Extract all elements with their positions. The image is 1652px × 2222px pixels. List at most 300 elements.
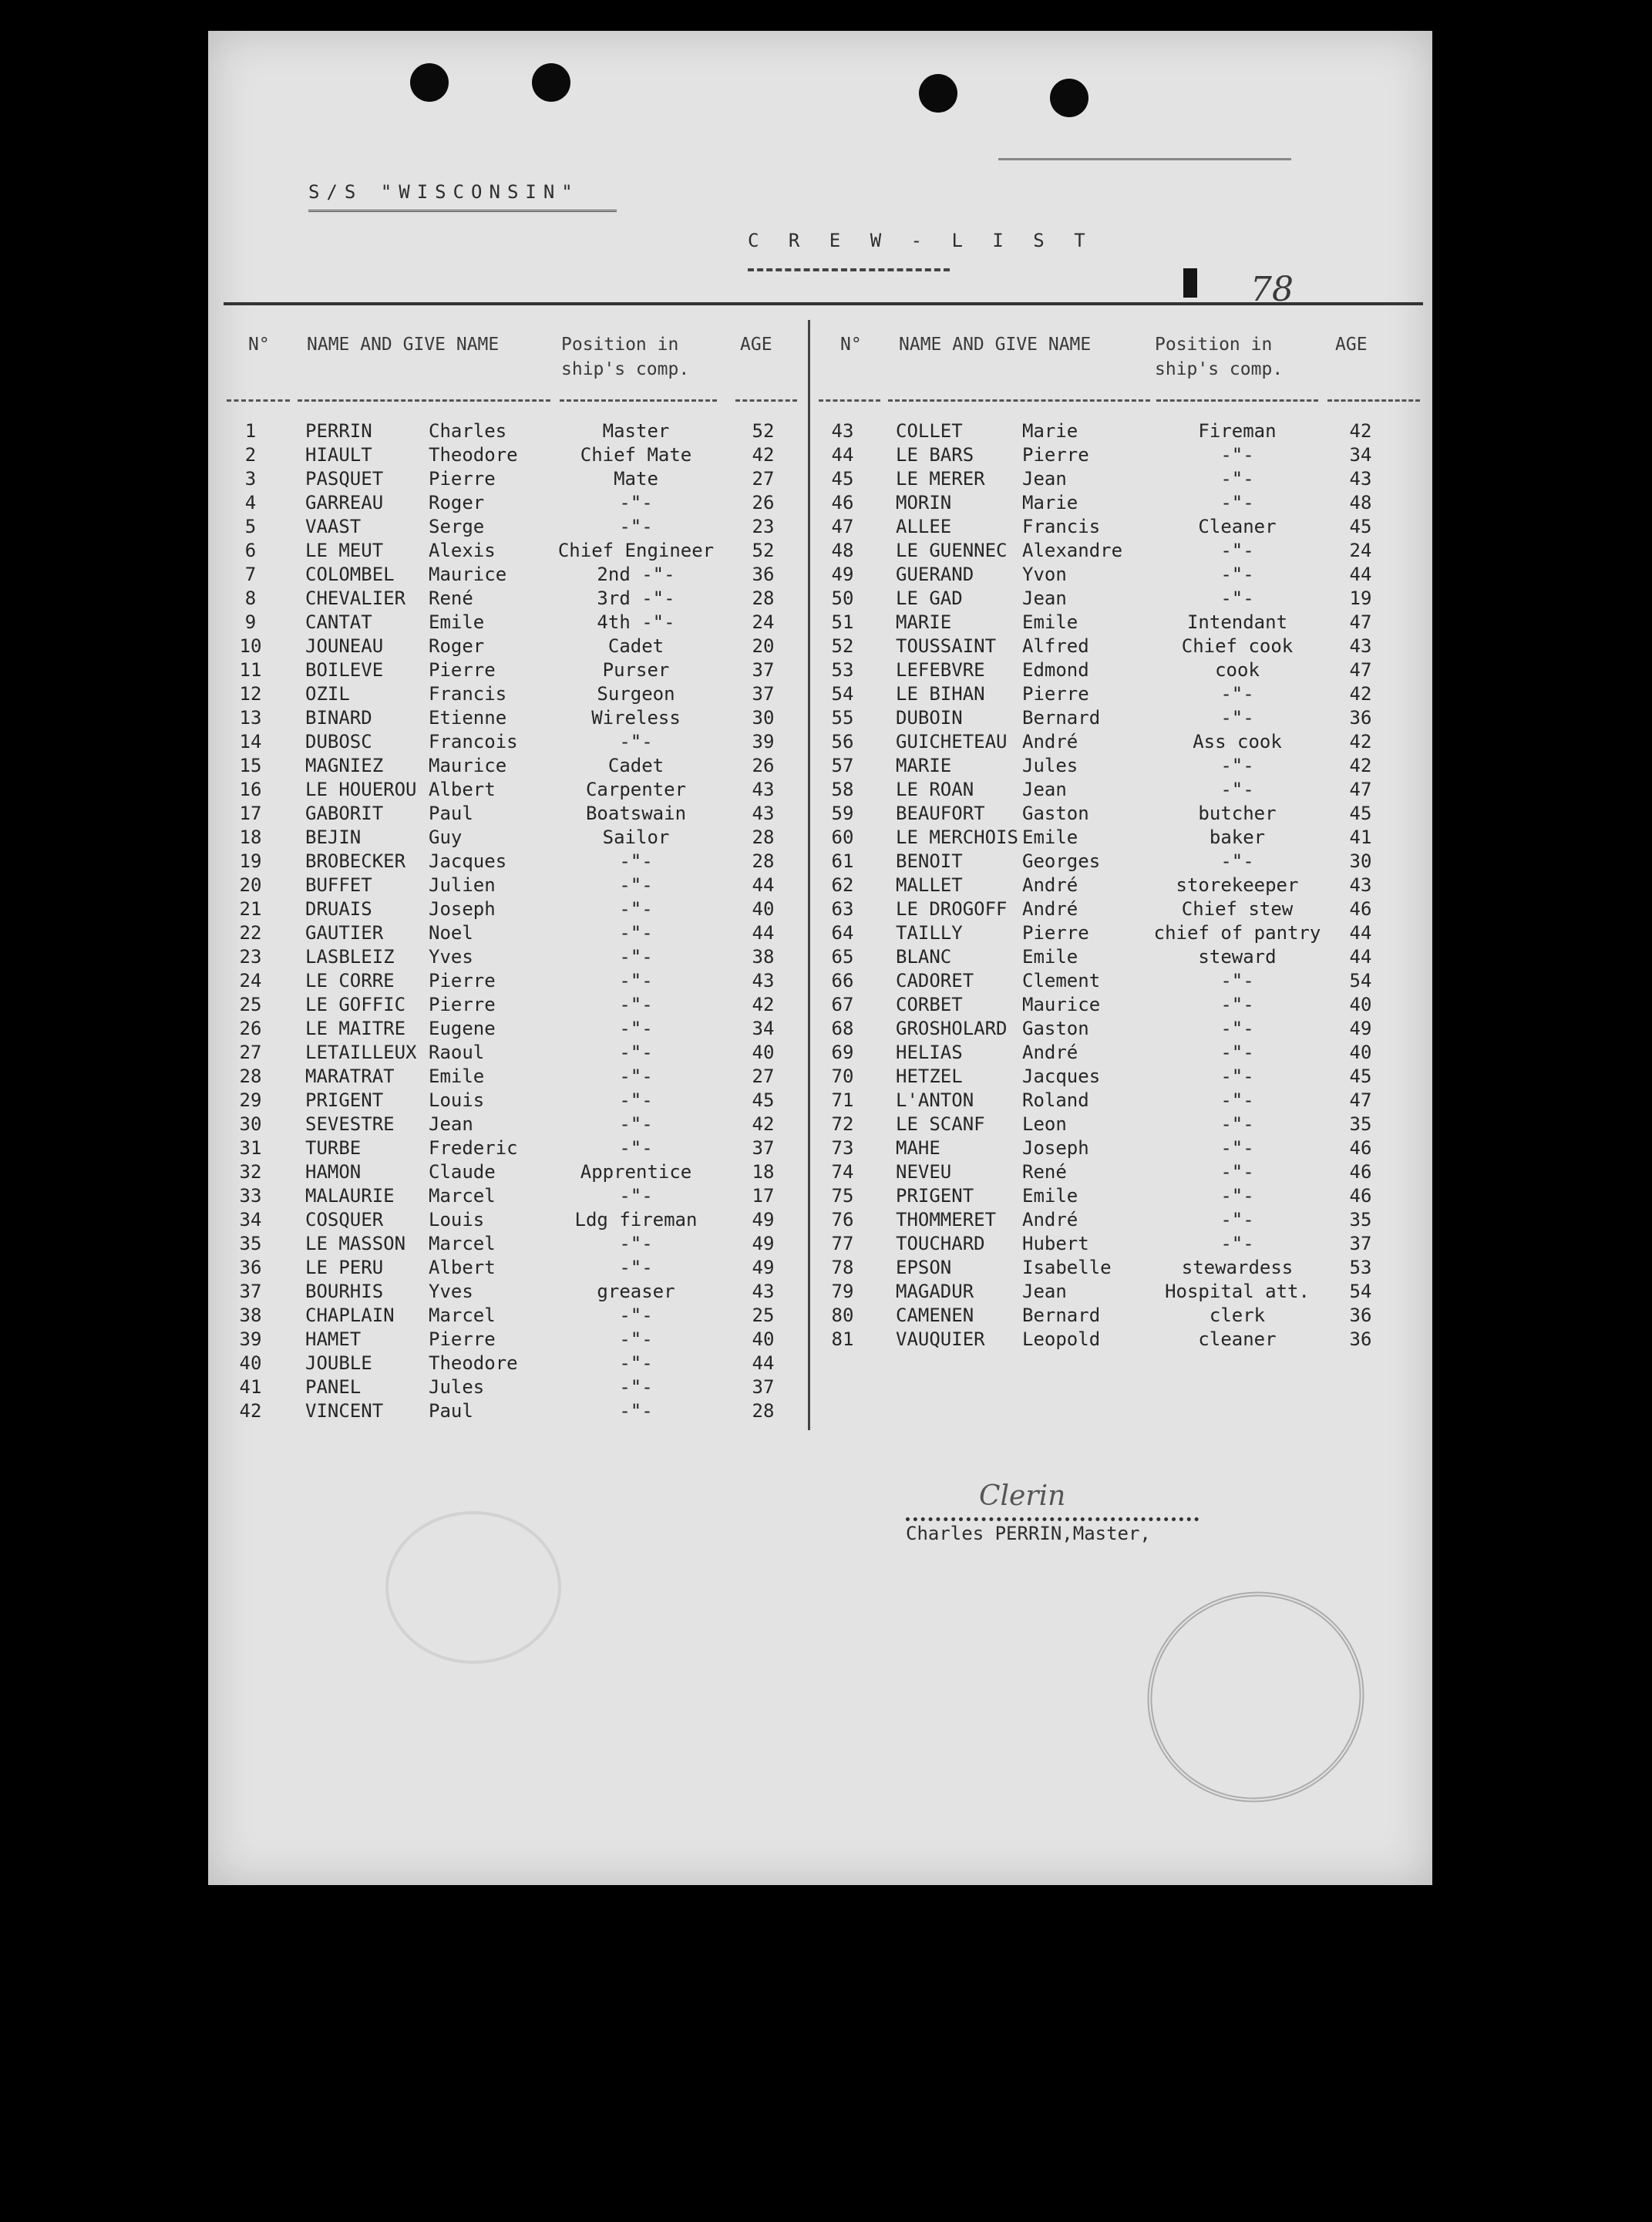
crew-row [809,1209,1432,1233]
column-headers-right [809,325,1432,410]
crew-number: 39 [239,1328,262,1350]
crew-age: 36 [1349,1305,1372,1326]
crew-position: -"- [619,1352,653,1374]
crew-given-name: Charles [429,420,507,442]
crew-row [809,468,1432,492]
crew-row [208,898,809,922]
crew-age: 37 [752,1137,775,1159]
crew-age: 17 [752,1185,775,1207]
crew-number: 9 [244,611,257,633]
crew-given-name: Emile [1022,827,1078,848]
crew-surname: GUICHETEAU [896,731,1008,752]
crew-age: 49 [752,1233,775,1254]
crew-age: 43 [1349,468,1372,490]
crew-age: 27 [752,468,775,490]
crew-row [208,803,809,827]
crew-given-name: Raoul [429,1042,485,1063]
crew-number: 51 [831,611,854,633]
crew-row [809,874,1432,898]
crew-number: 46 [831,492,854,513]
crew-given-name: Maurice [429,755,507,776]
column-headers-left [208,325,809,410]
crew-row [809,587,1432,611]
crew-surname: LE BARS [896,444,974,466]
crew-position: -"- [619,994,653,1015]
crew-row [208,755,809,779]
crew-row [809,683,1432,707]
ship-name: S/S "WISCONSIN" [308,181,580,203]
crew-number: 33 [239,1185,262,1207]
crew-surname: COLLET [896,420,963,442]
crew-age: 54 [1349,970,1372,991]
crew-surname: GROSHOLARD [896,1018,1008,1039]
crew-surname: JOUNEAU [305,635,384,657]
crew-age: 54 [1349,1281,1372,1302]
crew-surname: LE GUENNEC [896,540,1008,561]
crew-number: 1 [244,420,257,442]
header-name: NAME AND GIVE NAME [307,335,500,355]
crew-given-name: Etienne [429,707,507,729]
crew-given-name: Leopold [1022,1328,1101,1350]
crew-surname: GARREAU [305,492,384,513]
crew-number: 64 [831,922,854,944]
crew-surname: LE SCANF [896,1113,985,1135]
crew-row [208,1209,809,1233]
crew-given-name: Pierre [429,1328,496,1350]
crew-age: 40 [752,1042,775,1063]
crew-surname: DRUAIS [305,898,372,920]
crew-number: 59 [831,803,854,824]
crew-age: 30 [1349,850,1372,872]
crew-row [809,779,1432,803]
crew-surname: VAAST [305,516,362,537]
crew-age: 30 [752,707,775,729]
crew-age: 42 [1349,683,1372,705]
crew-position: -"- [619,516,653,537]
crew-surname: DUBOSC [305,731,372,752]
crew-age: 20 [752,635,775,657]
crew-position: cook [1215,659,1260,681]
crew-age: 36 [1349,1328,1372,1350]
crew-given-name: Bernard [1022,707,1101,729]
crew-age: 35 [1349,1209,1372,1231]
page-number: 78 [1250,270,1294,309]
crew-given-name: Alexis [429,540,496,561]
crew-age: 40 [752,1328,775,1350]
crew-given-name: Pierre [1022,683,1089,705]
crew-position: -"- [619,850,653,872]
crew-surname: BOILEVE [305,659,384,681]
crew-number: 2 [244,444,257,466]
crew-given-name: Pierre [429,659,496,681]
crew-position: Purser [602,659,670,681]
crew-number: 34 [239,1209,262,1231]
crew-position: Wireless [591,707,681,729]
crew-number: 13 [239,707,262,729]
crew-surname: LEFEBVRE [896,659,985,681]
crew-given-name: Emile [429,611,485,633]
crew-position: -"- [619,492,653,513]
crew-given-name: André [1022,1042,1078,1063]
crew-position: -"- [619,1018,653,1039]
crew-age: 42 [752,1113,775,1135]
crew-surname: MALAURIE [305,1185,395,1207]
crew-position: -"- [1220,683,1254,705]
crew-given-name: Frederic [429,1137,518,1159]
crew-given-name: Serge [429,516,485,537]
crew-given-name: Pierre [1022,922,1089,944]
crew-position: -"- [619,1376,653,1398]
crew-number: 22 [239,922,262,944]
crew-position: 3rd -"- [597,587,675,609]
crew-row [809,994,1432,1018]
crew-given-name: Marcel [429,1185,496,1207]
crew-surname: PRIGENT [896,1185,974,1207]
crew-number: 41 [239,1376,262,1398]
crew-number: 30 [239,1113,262,1135]
crew-number: 20 [239,874,262,896]
crew-given-name: Bernard [1022,1305,1101,1326]
crew-given-name: Louis [429,1089,485,1111]
crew-position: stewardess [1181,1257,1294,1278]
crew-position: -"- [1220,444,1254,466]
crew-age: 42 [1349,420,1372,442]
crew-age: 34 [752,1018,775,1039]
crew-row [208,1352,809,1376]
crew-row [809,540,1432,564]
crew-age: 25 [752,1305,775,1326]
crew-number: 24 [239,970,262,991]
crew-age: 46 [1349,898,1372,920]
crew-number: 57 [831,755,854,776]
crew-position: -"- [1220,564,1254,585]
crew-number: 4 [244,492,257,513]
crew-position: -"- [619,1185,653,1207]
crew-number: 67 [831,994,854,1015]
crew-row [809,1137,1432,1161]
crew-position: -"- [619,1328,653,1350]
crew-surname: NEVEU [896,1161,952,1183]
crew-row [208,683,809,707]
punch-hole [410,63,449,102]
crew-age: 36 [752,564,775,585]
crew-position: Ass cook [1193,731,1282,752]
crew-position: Mate [614,468,658,490]
crew-position: -"- [1220,1042,1254,1063]
crew-position: Fireman [1198,420,1277,442]
crew-age: 45 [1349,803,1372,824]
crew-given-name: Yves [429,1281,473,1302]
crew-age: 42 [1349,731,1372,752]
crew-number: 15 [239,755,262,776]
header-no: N° [840,335,862,355]
crew-row [208,922,809,946]
crew-surname: THOMMERET [896,1209,997,1231]
crew-surname: CADORET [896,970,974,991]
crew-row [208,420,809,444]
crew-row [809,635,1432,659]
crew-surname: CORBET [896,994,963,1015]
crew-age: 44 [752,874,775,896]
crew-position: -"- [1220,587,1254,609]
crew-age: 47 [1349,659,1372,681]
crew-surname: MARATRAT [305,1066,395,1087]
crew-row [208,564,809,587]
crew-position: -"- [619,731,653,752]
crew-given-name: André [1022,1209,1078,1231]
crew-surname: BINARD [305,707,372,729]
crew-age: 37 [1349,1233,1372,1254]
crew-age: 39 [752,731,775,752]
header-dash [888,399,1150,402]
crew-given-name: Theodore [429,1352,518,1374]
crew-position: greaser [597,1281,675,1302]
crew-number: 54 [831,683,854,705]
crew-age: 40 [1349,1042,1372,1063]
crew-position: Chief Mate [580,444,692,466]
crew-given-name: Jules [1022,755,1078,776]
crew-given-name: Jean [1022,587,1067,609]
crew-given-name: Yves [429,946,473,968]
crew-age: 26 [752,492,775,513]
crew-age: 34 [1349,444,1372,466]
crew-given-name: Isabelle [1022,1257,1112,1278]
crew-row [208,1185,809,1209]
crew-number: 14 [239,731,262,752]
crew-position: Boatswain [585,803,687,824]
crew-age: 40 [752,898,775,920]
crew-surname: TAILLY [896,922,963,944]
crew-given-name: Jacques [1022,1066,1101,1087]
crew-given-name: Clement [1022,970,1101,991]
crew-surname: CANTAT [305,611,372,633]
crew-row [809,970,1432,994]
crew-number: 25 [239,994,262,1015]
crew-row [208,1328,809,1352]
crew-surname: ALLEE [896,516,952,537]
crew-age: 47 [1349,779,1372,800]
crew-age: 42 [752,994,775,1015]
crew-given-name: Pierre [429,994,496,1015]
crew-surname: HELIAS [896,1042,963,1063]
crew-row [809,803,1432,827]
signature-caption: Charles PERRIN,Master, [906,1523,1151,1544]
crew-given-name: Edmond [1022,659,1089,681]
crew-position: Apprentice [580,1161,692,1183]
crew-surname: LE MAITRE [305,1018,406,1039]
crew-age: 53 [1349,1257,1372,1278]
crew-given-name: Marie [1022,420,1078,442]
crew-given-name: Jean [1022,779,1067,800]
crew-number: 65 [831,946,854,968]
crew-age: 44 [1349,922,1372,944]
crew-given-name: Julien [429,874,496,896]
crew-position: -"- [1220,1185,1254,1207]
crew-surname: JOUBLE [305,1352,372,1374]
crew-row [208,587,809,611]
crew-age: 37 [752,659,775,681]
crew-given-name: Eugene [429,1018,496,1039]
crew-given-name: René [1022,1161,1067,1183]
crew-position: baker [1209,827,1266,848]
crew-given-name: Emile [1022,1185,1078,1207]
crew-age: 44 [752,922,775,944]
crew-number: 32 [239,1161,262,1183]
crew-age: 28 [752,1400,775,1422]
crew-surname: LE HOUEROU [305,779,417,800]
header-position-line1: Position in [561,335,679,355]
crew-number: 43 [831,420,854,442]
crew-surname: BEAUFORT [896,803,985,824]
header-dash [1327,399,1420,402]
crew-number: 78 [831,1257,854,1278]
crew-position: -"- [1220,1018,1254,1039]
crew-row [809,850,1432,874]
crew-age: 26 [752,755,775,776]
crew-row [208,635,809,659]
crew-row [208,874,809,898]
crew-row [208,1305,809,1328]
crew-number: 35 [239,1233,262,1254]
crew-number: 63 [831,898,854,920]
crew-surname: DUBOIN [896,707,963,729]
header-position-line1: Position in [1155,335,1273,355]
crew-position: -"- [619,922,653,944]
crew-row [208,659,809,683]
crew-given-name: Claude [429,1161,496,1183]
crew-number: 17 [239,803,262,824]
punch-hole [1050,79,1088,117]
crew-position: -"- [619,1305,653,1326]
crew-row [809,492,1432,516]
crew-row [809,659,1432,683]
crew-surname: CHAPLAIN [305,1305,395,1326]
crew-number: 49 [831,564,854,585]
crew-position: -"- [619,1233,653,1254]
crew-number: 31 [239,1137,262,1159]
crew-position: -"- [1220,850,1254,872]
crew-position: -"- [619,1400,653,1422]
crew-number: 21 [239,898,262,920]
crew-age: 48 [1349,492,1372,513]
crew-surname: COSQUER [305,1209,384,1231]
crew-given-name: Roger [429,492,485,513]
crew-number: 81 [831,1328,854,1350]
crew-surname: PANEL [305,1376,362,1398]
crew-row [809,420,1432,444]
crew-age: 36 [1349,707,1372,729]
crew-number: 36 [239,1257,262,1278]
crew-number: 28 [239,1066,262,1087]
crew-row [809,946,1432,970]
crew-row [809,1281,1432,1305]
crew-position: Ldg fireman [574,1209,698,1231]
crew-row [809,1066,1432,1089]
crew-position: 4th -"- [597,611,675,633]
crew-given-name: Joseph [429,898,496,920]
crew-number: 23 [239,946,262,968]
crew-given-name: Marcel [429,1233,496,1254]
crew-position: Sailor [602,827,670,848]
crew-age: 46 [1349,1161,1372,1183]
crew-surname: CAMENEN [896,1305,974,1326]
crew-position: Cadet [607,635,665,657]
crew-row [208,731,809,755]
crew-number: 12 [239,683,262,705]
header-age: AGE [1335,335,1368,355]
crew-position: storekeeper [1176,874,1299,896]
header-dash [735,399,797,402]
crew-position: -"- [619,946,653,968]
crew-age: 43 [1349,635,1372,657]
crew-age: 28 [752,850,775,872]
crew-position: -"- [619,1113,653,1135]
crew-position: -"- [619,1137,653,1159]
crew-surname: LE GAD [896,587,963,609]
crew-position: Surgeon [597,683,675,705]
crew-number: 44 [831,444,854,466]
header-dash [227,399,290,402]
header-dash [560,399,717,402]
crew-surname: LE CORRE [305,970,395,991]
crew-position: Chief Engineer [557,540,715,561]
crew-position: Cadet [607,755,665,776]
crew-given-name: Louis [429,1209,485,1231]
crew-number: 73 [831,1137,854,1159]
crew-row [208,1400,809,1424]
crew-given-name: Pierre [429,468,496,490]
header-dash [1156,399,1318,402]
crew-position: -"- [1220,1233,1254,1254]
crew-row [809,1089,1432,1113]
crew-given-name: Francis [429,683,507,705]
crew-position: -"- [1220,779,1254,800]
crew-surname: L'ANTON [896,1089,974,1111]
crew-position: Chief stew [1181,898,1294,920]
crew-number: 19 [239,850,262,872]
crew-number: 6 [244,540,257,561]
crew-row [809,1018,1432,1042]
crew-row [809,444,1432,468]
crew-number: 55 [831,707,854,729]
crew-surname: BROBECKER [305,850,406,872]
crew-row [208,827,809,850]
crew-given-name: André [1022,874,1078,896]
crew-given-name: Noel [429,922,473,944]
crew-surname: MARIE [896,611,952,633]
crew-age: 49 [752,1209,775,1231]
crew-number: 71 [831,1089,854,1111]
crew-age: 18 [752,1161,775,1183]
crew-position: 2nd -"- [597,564,675,585]
crew-row [809,731,1432,755]
crew-number: 74 [831,1161,854,1183]
crew-row [208,611,809,635]
crew-given-name: André [1022,898,1078,920]
crew-surname: LE PERU [305,1257,384,1278]
crew-given-name: Roland [1022,1089,1089,1111]
crew-age: 23 [752,516,775,537]
crew-row [208,1281,809,1305]
crew-given-name: Roger [429,635,485,657]
header-position-line2: ship's comp. [1155,359,1284,379]
crew-given-name: Hubert [1022,1233,1089,1254]
crew-row [208,1113,809,1137]
crew-number: 42 [239,1400,262,1422]
crew-position: -"- [1220,1113,1254,1135]
crew-given-name: Alexandre [1022,540,1123,561]
crew-row [809,922,1432,946]
